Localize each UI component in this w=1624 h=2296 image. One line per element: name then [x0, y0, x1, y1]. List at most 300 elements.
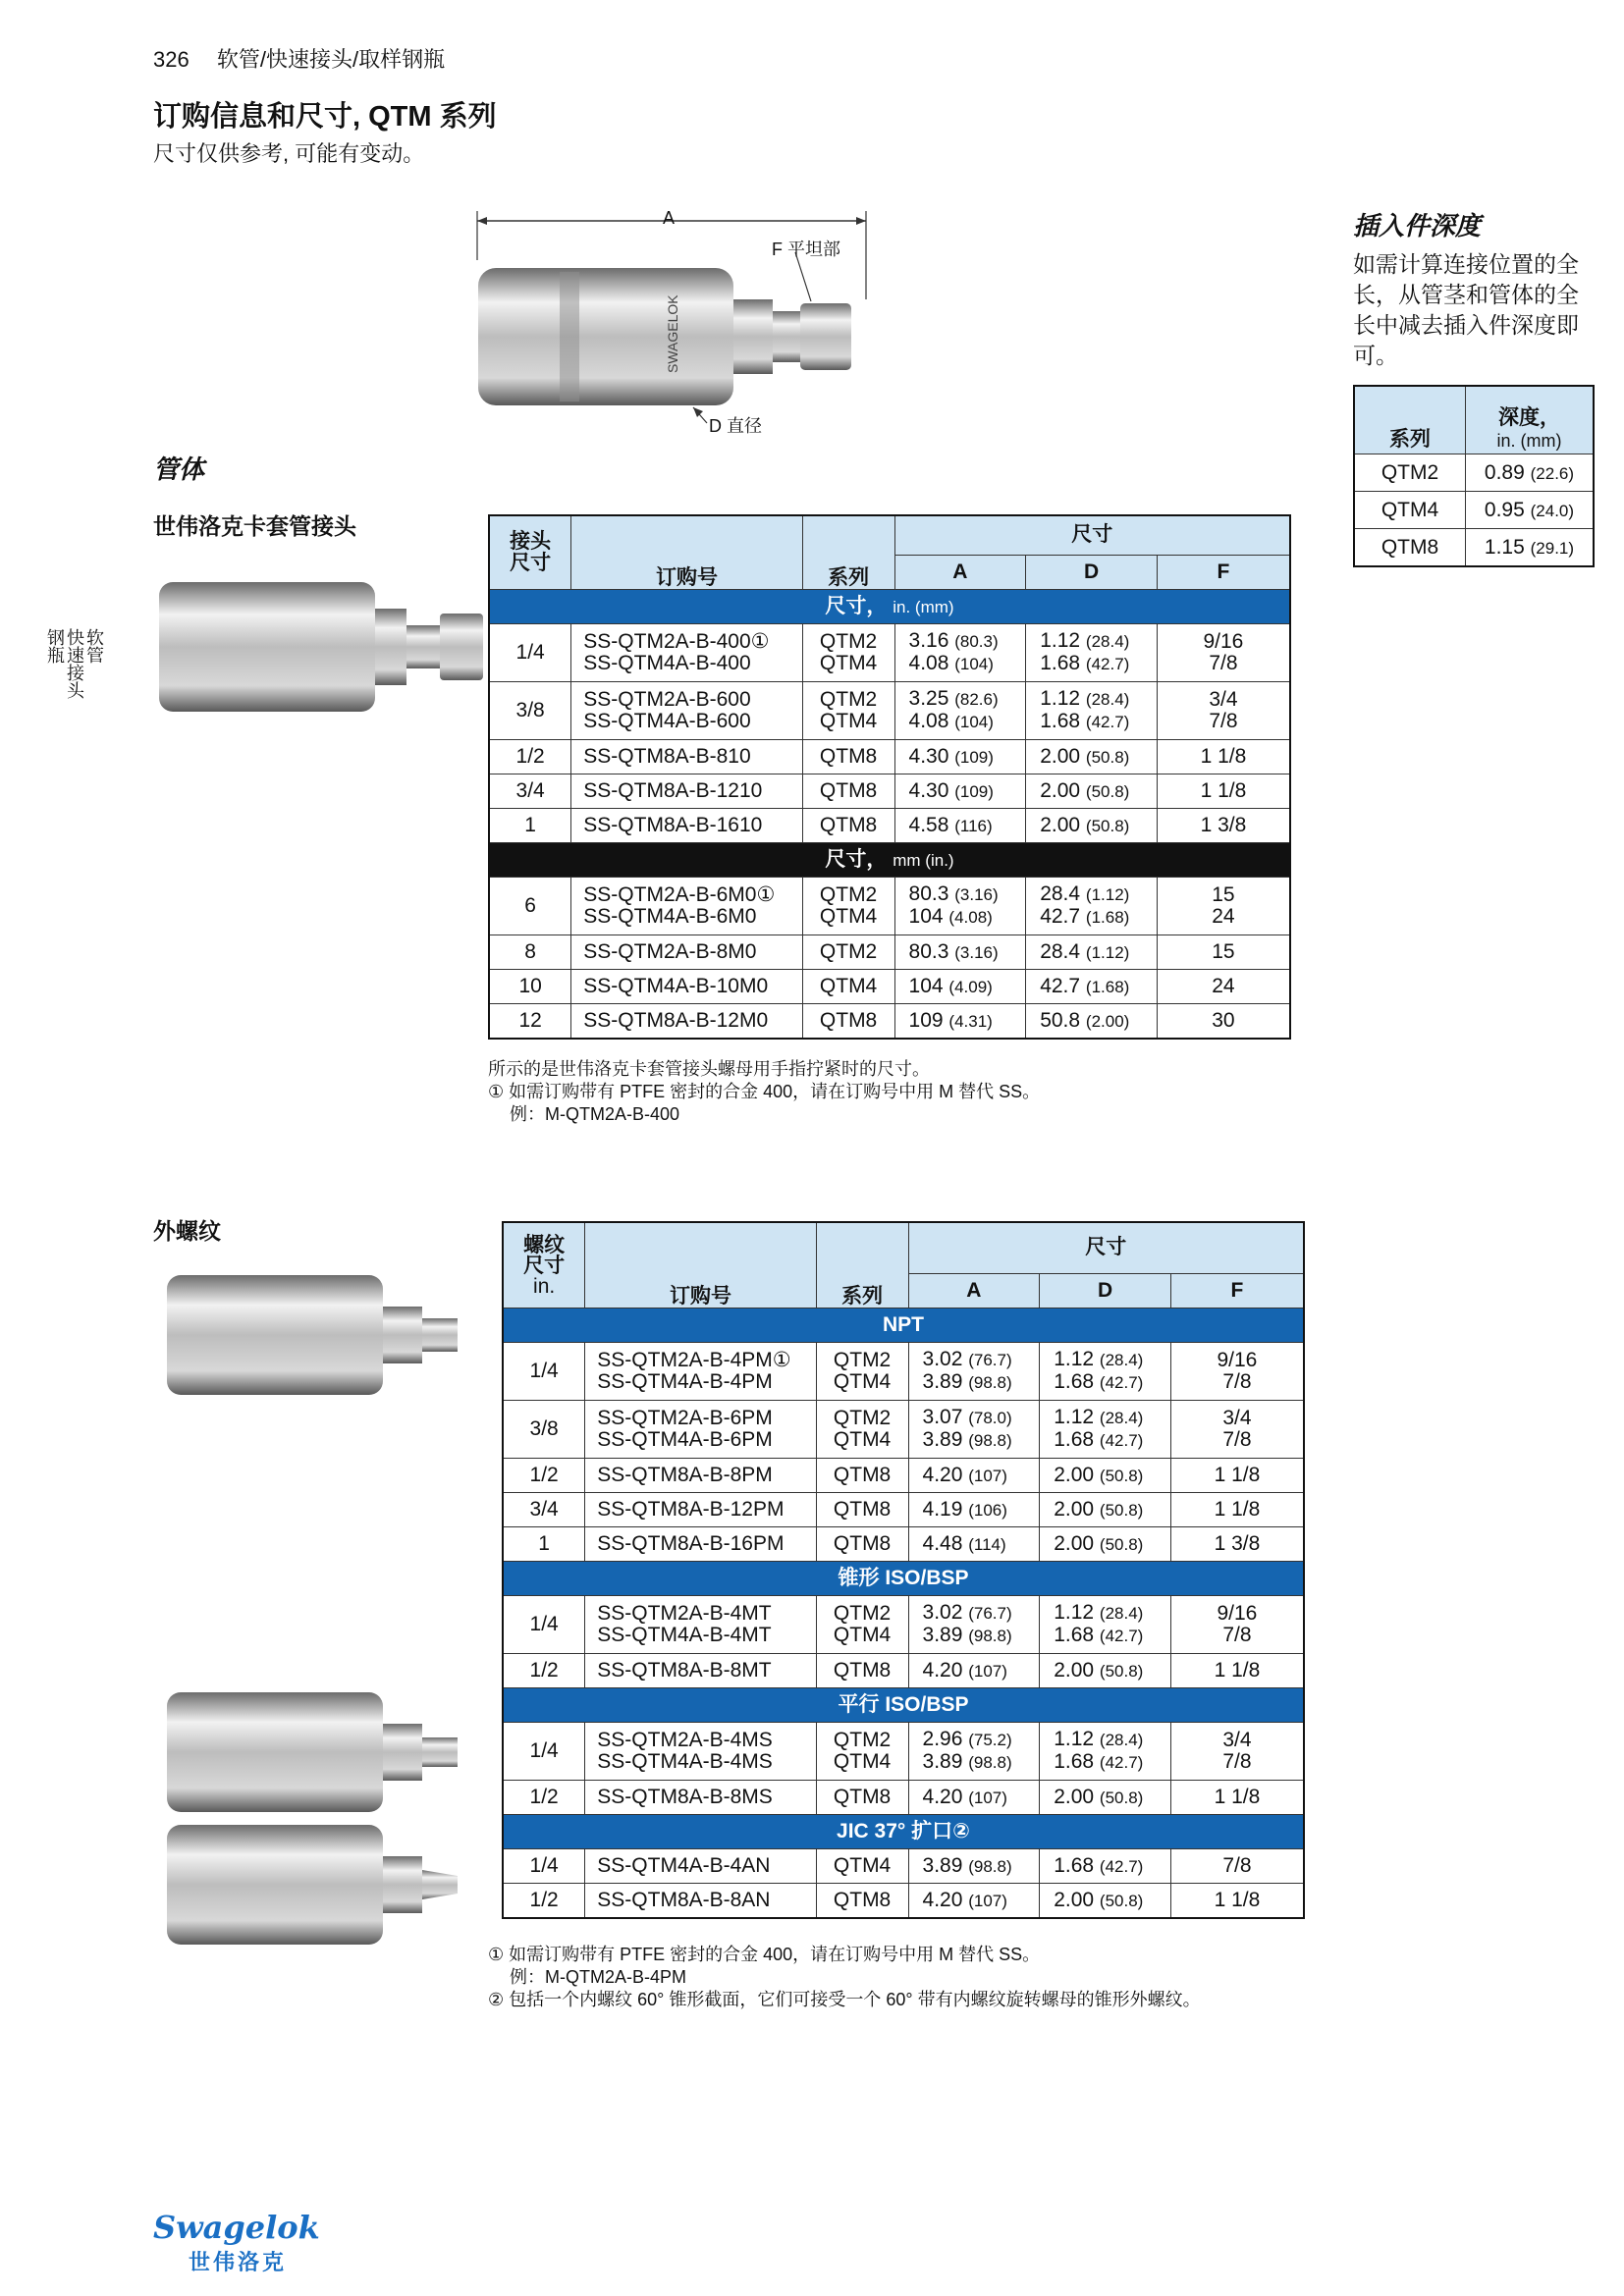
t2-npt-d-alt-unit: (42.7) [1099, 1373, 1144, 1392]
t1-in-order-line [583, 780, 797, 802]
t1-mm-order-line [583, 1010, 797, 1032]
t2-npt-d-value: 1.12 [1054, 1406, 1095, 1428]
t1-in-a-alt-unit: (109) [954, 747, 994, 767]
t2-npt-f-value: 9/16 [1217, 1349, 1258, 1371]
table1-notes [488, 1058, 1040, 1126]
t1-mm-series-value: QTM2 [819, 940, 878, 963]
t2-jic-d-alt-unit: (50.8) [1099, 1891, 1144, 1910]
t2-iso-series-line [821, 1603, 904, 1625]
t1-mm-f-value: 15 [1212, 940, 1235, 963]
insert-depth-mm: (24.0) [1530, 501, 1575, 520]
t2-iso-series-line [821, 1625, 904, 1646]
t2-npt-order [585, 1493, 816, 1527]
t2-iso-a-alt-unit: (76.7) [968, 1604, 1012, 1623]
t1-mm-f-value: 24 [1212, 905, 1235, 928]
t2-isop-series-value: QTM8 [833, 1786, 892, 1808]
t2-npt-d-value: 2.00 [1054, 1463, 1095, 1486]
t2-isop-a-value: 2.96 [922, 1728, 963, 1750]
t2-npt-a-value: 3.89 [922, 1428, 963, 1451]
side-tab-line3: 钢瓶 [45, 628, 65, 664]
t2-npt-order-line [597, 1371, 811, 1393]
t1-in-series-line [807, 653, 891, 674]
t1-in-f-value: 1 1/8 [1200, 745, 1247, 768]
t1-in-series-line [807, 746, 891, 768]
insert-row [1354, 454, 1594, 492]
t2-iso-order-value: SS-QTM4A-B-4MT [597, 1624, 772, 1646]
t2-npt-d-line [1054, 1533, 1166, 1556]
t2-isop-a-value: 3.89 [922, 1750, 963, 1773]
t2-iso-d-line [1054, 1602, 1166, 1625]
t2-npt-f [1170, 1343, 1304, 1401]
t2-iso-series-line [821, 1660, 904, 1682]
insert-depth-title: 插入件深度 [1353, 211, 1482, 240]
t1-mm-order-value: SS-QTM2A-B-6M0① [583, 883, 776, 906]
t1-mm-a-alt-unit: (3.16) [954, 942, 999, 962]
t2-isop-f-line [1175, 1787, 1299, 1808]
t2-jic-series-value: QTM8 [833, 1889, 892, 1911]
t1-mm-order-line [583, 941, 797, 963]
t1-in-size: 1/2 [489, 740, 571, 774]
t1-in-row [489, 809, 1290, 843]
t2-iso-size: 1/2 [503, 1654, 585, 1688]
t1-in-d-line [1040, 780, 1153, 803]
insert-row [1354, 492, 1594, 529]
t1-mm-d [1026, 935, 1158, 970]
t1-in-f-value: 1 3/8 [1200, 814, 1247, 836]
t2-npt-series-line [821, 1533, 904, 1555]
t2-npt-series-line [821, 1350, 904, 1371]
t1-in-d [1026, 774, 1158, 809]
t1-mm-a [894, 935, 1026, 970]
t2-isop-d-alt-unit: (28.4) [1099, 1731, 1144, 1749]
t1-mm-row [489, 1004, 1290, 1040]
t2-isop-d-alt-unit: (50.8) [1099, 1788, 1144, 1807]
t2-npt-order-line [597, 1533, 811, 1555]
t2-npt-a-alt-unit: (98.8) [968, 1373, 1012, 1392]
t2-npt-series-line [821, 1499, 904, 1521]
t2-header-size-label: 螺纹 尺寸 [523, 1233, 566, 1277]
t2-npt-series [816, 1343, 908, 1401]
t1-in-d-alt-unit: (28.4) [1085, 690, 1130, 709]
insert-header-depth [1466, 386, 1595, 454]
t2-header-f: F [1170, 1273, 1304, 1308]
t1-in-d-alt-unit: (50.8) [1085, 781, 1130, 801]
t1-mm-row [489, 878, 1290, 935]
t1-mm-a-value: 109 [908, 1008, 944, 1032]
t2-isop-series-value: QTM2 [833, 1729, 892, 1751]
t1-band-mm-unit: mm (in.) [893, 850, 954, 870]
t1-in-series [802, 740, 894, 774]
t2-iso-a-line [923, 1602, 1036, 1625]
t1-mm-order-line [583, 906, 797, 928]
t2-jic-a-alt-unit: (98.8) [968, 1856, 1012, 1876]
t1-in-order-line [583, 689, 797, 711]
insert-depth-mm: (22.6) [1530, 463, 1575, 483]
t2-iso-order-line [597, 1603, 811, 1625]
t1-in-d-line [1040, 711, 1153, 733]
t1-in-a-line [909, 746, 1022, 769]
t2-iso-f-value: 7/8 [1222, 1624, 1252, 1646]
t2-jic-d-line [1054, 1890, 1166, 1912]
t2-isop-d-line [1054, 1729, 1166, 1751]
t2-npt-f [1170, 1493, 1304, 1527]
t1-mm-row [489, 970, 1290, 1004]
t1-in-size: 1 [489, 809, 571, 843]
t2-npt-d-line [1054, 1407, 1166, 1429]
t2-npt-order [585, 1527, 816, 1562]
t2-iso-series [816, 1654, 908, 1688]
t1-in-order [571, 809, 802, 843]
t2-npt-d-alt-unit: (42.7) [1099, 1431, 1144, 1450]
t2-npt-a-line [923, 1499, 1036, 1522]
t1-in-order-value: SS-QTM4A-B-400 [583, 652, 751, 674]
t1-in-d-value: 2.00 [1040, 778, 1081, 802]
t1-in-order [571, 682, 802, 740]
t2-npt-series-value: QTM8 [833, 1532, 892, 1555]
t2-npt-d-value: 2.00 [1054, 1497, 1095, 1521]
t2-npt-series-value: QTM4 [833, 1370, 892, 1393]
t1-in-series-line [807, 780, 891, 802]
t2-isop-a-alt-unit: (75.2) [968, 1731, 1012, 1749]
t2-header-size [503, 1222, 585, 1308]
t1-in-a [894, 740, 1026, 774]
t1-mm-f-line [1162, 976, 1285, 997]
t1-in-order-value: SS-QTM8A-B-1610 [583, 814, 763, 836]
t1-mm-series-line [807, 906, 891, 928]
t1-in-a-value: 4.08 [908, 710, 949, 732]
insert-row [1354, 529, 1594, 567]
t2-header-size-unit: in. [533, 1274, 556, 1298]
t1-in-d-alt-unit: (42.7) [1085, 655, 1130, 673]
t1-mm-order-line [583, 976, 797, 997]
t2-npt-a [908, 1459, 1040, 1493]
t2-npt-series-line [821, 1408, 904, 1429]
page-subtitle: 尺寸仅供参考, 可能有变动。 [153, 141, 425, 166]
t2-isop-d-alt-unit: (42.7) [1099, 1753, 1144, 1772]
t2-jic-d-value: 2.00 [1054, 1888, 1095, 1911]
t1-in-f [1157, 624, 1290, 682]
t2-npt-order-line [597, 1429, 811, 1451]
t2-jic-a [908, 1884, 1040, 1919]
t1-mm-order-value: SS-QTM4A-B-6M0 [583, 905, 757, 928]
t2-isop-f [1170, 1723, 1304, 1781]
t2-npt-d-value: 1.68 [1054, 1370, 1095, 1393]
t2-jic-size: 1/2 [503, 1884, 585, 1919]
t1-in-a-alt-unit: (80.3) [954, 632, 999, 651]
t2-isop-f-line [1175, 1751, 1299, 1773]
t1-header-a: A [894, 555, 1026, 589]
t2-header-a: A [908, 1273, 1040, 1308]
t2-npt-a-line [923, 1465, 1036, 1487]
t2-npt-row [503, 1401, 1304, 1459]
t2-npt-d-alt-unit: (50.8) [1099, 1534, 1144, 1554]
t2-iso-f-line [1175, 1625, 1299, 1646]
t1-in-a [894, 774, 1026, 809]
t1-in-a [894, 682, 1026, 740]
t1-header-size: 接头 尺寸 [489, 515, 571, 590]
t2-isop-size: 1/2 [503, 1781, 585, 1815]
t2-npt-order-value: SS-QTM2A-B-4PM① [597, 1349, 791, 1371]
t2-jic-series-line [821, 1855, 904, 1877]
t1-in-d-line [1040, 688, 1153, 711]
t1-mm-d-value: 50.8 [1040, 1008, 1081, 1032]
t1-in-d-value: 2.00 [1040, 744, 1081, 768]
t2-jic-order-line [597, 1890, 811, 1911]
t1-in-size: 3/4 [489, 774, 571, 809]
t2-iso-f-line [1175, 1660, 1299, 1682]
t1-in-order-line [583, 746, 797, 768]
t1-in-row [489, 682, 1290, 740]
t2-isop-f-value: 7/8 [1222, 1750, 1252, 1773]
t2-header-d: D [1040, 1273, 1171, 1308]
t2-isop-d-value: 2.00 [1054, 1785, 1095, 1808]
t2-iso-d [1040, 1596, 1171, 1654]
jic-fitting-image [167, 1821, 461, 1949]
t1-mm-a-value: 104 [908, 974, 944, 997]
t2-jic-series-line [821, 1890, 904, 1911]
t2-note-2: 例：M-QTM2A-B-4PM [510, 1967, 686, 1987]
t2-npt-a-line [923, 1533, 1036, 1556]
t1-in-d-line [1040, 653, 1153, 675]
iso-fitting-image [167, 1688, 461, 1816]
t2-npt-size: 3/4 [503, 1493, 585, 1527]
t2-npt-a-alt-unit: (98.8) [968, 1431, 1012, 1450]
t2-isop-series [816, 1723, 908, 1781]
t1-mm-f-line [1162, 906, 1285, 928]
t1-mm-f-line [1162, 884, 1285, 906]
t2-isop-order-line [597, 1787, 811, 1808]
t1-in-d-alt-unit: (50.8) [1085, 747, 1130, 767]
t2-iso-f [1170, 1596, 1304, 1654]
t1-in-a-value: 3.16 [908, 629, 949, 652]
t2-npt-d-line [1054, 1499, 1166, 1522]
t1-mm-f-value: 30 [1212, 1009, 1235, 1032]
brand-logo [153, 2209, 320, 2276]
t1-in-a-line [909, 815, 1022, 837]
t1-note-0: 所示的是世伟洛克卡套管接头螺母用手指拧紧时的尺寸。 [488, 1059, 930, 1079]
t1-mm-d-line [1040, 906, 1153, 929]
t1-in-size: 1/4 [489, 624, 571, 682]
tube-fitting-image [159, 574, 503, 721]
t1-in-d [1026, 682, 1158, 740]
t2-jic-f-line [1175, 1890, 1299, 1911]
t2-npt-f-value: 1 3/8 [1214, 1532, 1261, 1555]
t2-npt-d-value: 1.12 [1054, 1348, 1095, 1370]
t1-mm-d-line [1040, 976, 1153, 998]
t1-mm-d-value: 28.4 [1040, 939, 1081, 963]
t2-npt-series-value: QTM2 [833, 1349, 892, 1371]
t1-in-row [489, 740, 1290, 774]
t1-mm-series-line [807, 1010, 891, 1032]
t2-npt-series-line [821, 1371, 904, 1393]
t2-npt-f-line [1175, 1429, 1299, 1451]
t2-iso-row [503, 1596, 1304, 1654]
t1-mm-a-alt-unit: (4.31) [948, 1011, 993, 1031]
tube-fitting-table [488, 514, 1291, 1040]
t2-jic-a-line [923, 1890, 1036, 1912]
t1-in-f [1157, 774, 1290, 809]
dim-label-f: F 平坦部 [772, 240, 840, 259]
t1-in-series-line [807, 631, 891, 653]
t2-npt-order [585, 1343, 816, 1401]
page-header [153, 43, 466, 74]
t1-header-d: D [1026, 555, 1158, 589]
t2-isop-a-alt-unit: (98.8) [968, 1753, 1012, 1772]
t1-header-dims: 尺寸 [894, 515, 1290, 555]
t1-mm-a [894, 878, 1026, 935]
t2-npt-order-value: SS-QTM2A-B-6PM [597, 1407, 773, 1429]
t1-mm-order [571, 1004, 802, 1040]
t1-mm-a-line [909, 941, 1022, 964]
t2-npt-d-line [1054, 1371, 1166, 1394]
t2-jic-order [585, 1884, 816, 1919]
t2-jic-f [1170, 1884, 1304, 1919]
t1-mm-f [1157, 970, 1290, 1004]
t2-band-iso: 锥形 ISO/BSP [503, 1562, 1304, 1596]
t2-isop-d-value: 1.12 [1054, 1728, 1095, 1750]
t2-npt-order-line [597, 1408, 811, 1429]
t2-npt-d-alt-unit: (28.4) [1099, 1351, 1144, 1369]
t2-iso-order-value: SS-QTM8A-B-8MT [597, 1659, 772, 1682]
t2-npt-f-line [1175, 1408, 1299, 1429]
t2-npt-series-value: QTM4 [833, 1428, 892, 1451]
t2-isop-series-line [821, 1751, 904, 1773]
t1-mm-series-value: QTM8 [819, 1009, 878, 1032]
t2-iso-a-line [923, 1625, 1036, 1647]
t1-mm-d [1026, 1004, 1158, 1040]
t2-npt-f [1170, 1459, 1304, 1493]
male-thread-table [502, 1221, 1305, 1919]
t1-mm-d-line [1040, 1010, 1153, 1033]
t1-in-a-value: 4.30 [908, 744, 949, 768]
male-section-title: 外螺纹 [153, 1218, 221, 1244]
t1-in-order-value: SS-QTM4A-B-600 [583, 710, 751, 732]
t1-in-a-line [909, 688, 1022, 711]
brand-logo-cn: 世伟洛克 [189, 2250, 288, 2274]
t1-mm-a-line [909, 976, 1022, 998]
t2-npt-series [816, 1401, 908, 1459]
t2-isop-order [585, 1781, 816, 1815]
t1-mm-a-value: 80.3 [908, 939, 949, 963]
t2-isop-a [908, 1723, 1040, 1781]
t1-in-order-value: SS-QTM2A-B-600 [583, 688, 751, 711]
t2-npt-a-alt-unit: (107) [968, 1466, 1007, 1485]
t2-isop-f [1170, 1781, 1304, 1815]
t2-npt-a-alt-unit: (106) [968, 1500, 1007, 1520]
t2-jic-series [816, 1884, 908, 1919]
t1-mm-a [894, 1004, 1026, 1040]
t1-in-d-value: 1.68 [1040, 652, 1081, 674]
t2-npt-f-line [1175, 1350, 1299, 1371]
t2-jic-row [503, 1849, 1304, 1884]
t2-isop-size: 1/4 [503, 1723, 585, 1781]
t2-isop-order [585, 1723, 816, 1781]
table2-notes [488, 1944, 1201, 2011]
t2-npt-f-value: 7/8 [1222, 1428, 1252, 1451]
t2-npt-a-line [923, 1371, 1036, 1394]
t2-npt-order [585, 1401, 816, 1459]
section-name: 软管/快速接头/取样钢瓶 [216, 47, 446, 72]
t1-mm-f [1157, 935, 1290, 970]
t1-in-order-line [583, 815, 797, 836]
t2-npt-a [908, 1401, 1040, 1459]
t2-isop-order-value: SS-QTM4A-B-4MS [597, 1750, 773, 1773]
t1-mm-a-alt-unit: (3.16) [954, 885, 999, 904]
t2-npt-series [816, 1493, 908, 1527]
t1-band-in-label: 尺寸， [825, 594, 888, 617]
t2-iso-d-alt-unit: (50.8) [1099, 1661, 1144, 1681]
t1-in-d [1026, 624, 1158, 682]
insert-depth-label: 深度， [1498, 406, 1560, 429]
t2-npt-order-line [597, 1350, 811, 1371]
t1-in-series-value: QTM2 [819, 630, 878, 653]
t2-iso-series [816, 1596, 908, 1654]
t1-in-series [802, 624, 894, 682]
insert-header-series: 系列 [1354, 386, 1466, 454]
t1-in-order [571, 774, 802, 809]
t2-iso-order-line [597, 1660, 811, 1682]
t2-iso-d-value: 1.12 [1054, 1601, 1095, 1624]
t1-in-f-value: 9/16 [1203, 630, 1244, 653]
t2-npt-f-line [1175, 1533, 1299, 1555]
body-section-subtitle: 世伟洛克卡套管接头 [153, 513, 356, 539]
t2-npt-f-value: 7/8 [1222, 1370, 1252, 1393]
t1-mm-d-line [1040, 941, 1153, 964]
insert-depth-table [1353, 385, 1595, 567]
t1-in-a-line [909, 780, 1022, 803]
t1-in-row [489, 774, 1290, 809]
t1-mm-d-alt-unit: (1.12) [1085, 942, 1130, 962]
t1-band-in [489, 590, 1290, 624]
t1-in-f-value: 7/8 [1209, 652, 1238, 674]
t2-npt-a-alt-unit: (78.0) [968, 1409, 1012, 1427]
t2-npt-f-value: 1 1/8 [1214, 1464, 1261, 1486]
t2-jic-order [585, 1849, 816, 1884]
t2-npt-d [1040, 1493, 1171, 1527]
t2-jic-series [816, 1849, 908, 1884]
t2-iso-order [585, 1596, 816, 1654]
t1-mm-d-alt-unit: (1.68) [1085, 977, 1130, 996]
t2-isop-row [503, 1723, 1304, 1781]
t2-npt-series-line [821, 1465, 904, 1486]
t1-in-a-alt-unit: (116) [954, 816, 993, 835]
t2-jic-d-line [1054, 1855, 1166, 1878]
t2-npt-f [1170, 1401, 1304, 1459]
t1-band-in-unit: in. (mm) [893, 597, 954, 616]
side-tab-line2: 快速接头 [65, 628, 84, 699]
t1-mm-series-line [807, 884, 891, 906]
t2-npt-d-line [1054, 1465, 1166, 1487]
t1-mm-d-alt-unit: (2.00) [1085, 1011, 1130, 1031]
t2-jic-order-value: SS-QTM4A-B-4AN [597, 1854, 771, 1877]
t1-in-f [1157, 809, 1290, 843]
t1-mm-a-value: 104 [908, 905, 944, 928]
t1-in-f-line [1162, 711, 1285, 732]
t1-in-f-value: 3/4 [1209, 688, 1238, 711]
t2-jic-order-value: SS-QTM8A-B-8AN [597, 1889, 771, 1911]
t1-in-a-value: 4.58 [908, 813, 949, 836]
t2-jic-row [503, 1884, 1304, 1919]
t1-in-d-value: 2.00 [1040, 813, 1081, 836]
insert-series: QTM8 [1354, 529, 1466, 567]
t2-iso-a-alt-unit: (98.8) [968, 1627, 1012, 1645]
t1-in-d-alt-unit: (28.4) [1085, 632, 1130, 651]
t2-npt-series-line [821, 1429, 904, 1451]
t2-npt-a-alt-unit: (76.7) [968, 1351, 1012, 1369]
t1-in-a-alt-unit: (104) [954, 655, 994, 673]
t1-in-d-value: 1.12 [1040, 629, 1081, 652]
t2-isop-series-value: QTM4 [833, 1750, 892, 1773]
